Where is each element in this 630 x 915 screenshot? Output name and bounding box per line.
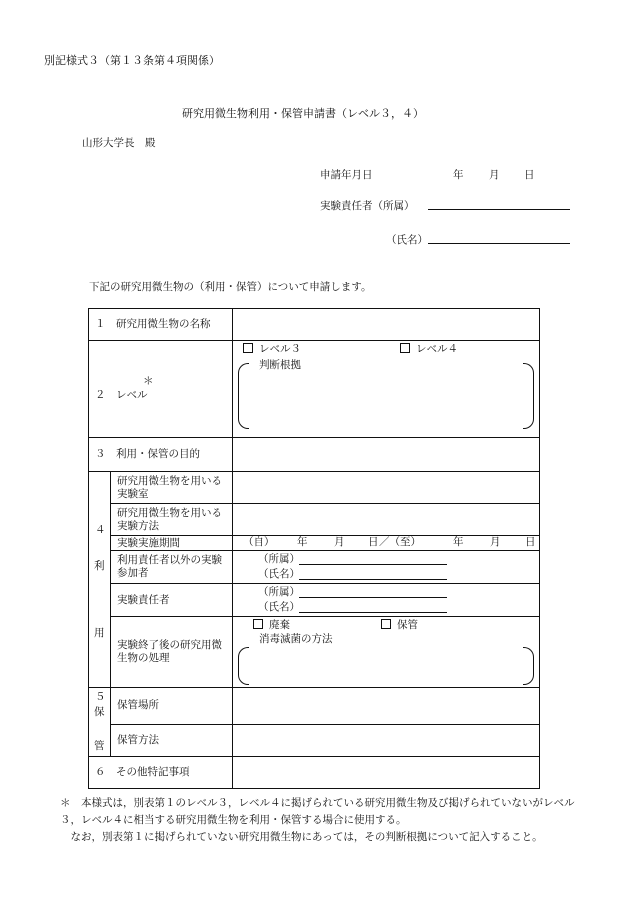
storage-char-1: 保 — [94, 706, 105, 718]
level-label: ２ レベル — [95, 389, 148, 401]
period-from-month: 月 — [334, 536, 345, 548]
addressee: 山形大学長 殿 — [82, 137, 156, 149]
storage-label: 保管 — [397, 619, 418, 631]
storage-char-2: 管 — [94, 740, 105, 752]
row-method — [89, 504, 540, 536]
usage-group-label — [89, 472, 111, 688]
responsible-label: 実験責任者 — [111, 584, 233, 617]
level-label-cell — [89, 341, 233, 438]
responsible-name-label-cell: （氏名） — [258, 601, 300, 613]
lab-room-field[interactable] — [233, 472, 540, 504]
period-label: 実験実施期間 — [111, 536, 233, 551]
storage-checkbox[interactable] — [381, 619, 391, 629]
discard-option[interactable] — [253, 619, 290, 632]
usage-char-1: 利 — [94, 559, 105, 572]
participants-field — [233, 551, 540, 584]
date-year-label: 年 — [453, 169, 464, 181]
disposal-field — [233, 617, 540, 688]
row-period — [89, 536, 540, 551]
participants-label: 利用責任者以外の実験参加者 — [111, 551, 233, 584]
lab-room-label: 研究用微生物を用いる実験室 — [111, 472, 233, 504]
storage-method-label: 保管方法 — [111, 724, 233, 756]
row-disposal — [89, 617, 540, 688]
judgement-basis-label: 判断根拠 — [259, 359, 301, 371]
level4-label: レベル４ — [416, 343, 458, 355]
responsible-field — [233, 584, 540, 617]
responsible-name-label: （氏名） — [386, 234, 428, 246]
period-from-label: （自） — [243, 536, 275, 548]
row-microbe-name — [89, 309, 540, 341]
level4-checkbox[interactable] — [400, 343, 410, 353]
period-to-label: ／（至） — [379, 536, 421, 548]
period-from-year: 年 — [297, 536, 308, 548]
responsible-name-field-cell[interactable] — [299, 612, 447, 613]
level3-option[interactable] — [243, 343, 301, 356]
responsible-affil-label: （所属） — [258, 586, 300, 598]
period-from-day: 日 — [368, 536, 379, 548]
disposal-label: 実験終了後の研究用微生物の処理 — [111, 617, 233, 688]
level4-option[interactable] — [400, 343, 458, 356]
disposal-bracket-left — [238, 647, 249, 685]
usage-char-2: 用 — [94, 626, 105, 639]
purpose-label: ３ 利用・保管の目的 — [89, 438, 233, 472]
discard-label: 廃棄 — [269, 619, 290, 631]
level3-checkbox[interactable] — [243, 343, 253, 353]
sterilization-label: 消毒滅菌の方法 — [259, 633, 333, 645]
participants-name-label: （氏名） — [258, 568, 300, 580]
usage-group-number: ４ — [95, 523, 106, 536]
responsible-name-field[interactable] — [428, 243, 570, 244]
period-field[interactable] — [233, 536, 540, 551]
microbe-name-field[interactable] — [233, 309, 540, 341]
method-label: 研究用微生物を用いる実験方法 — [111, 504, 233, 536]
period-to-day: 日 — [525, 536, 536, 548]
storage-place-field[interactable] — [233, 688, 540, 725]
row-storage-method — [89, 724, 540, 756]
date-month-label: 月 — [489, 169, 500, 181]
footnote-2: なお，別表第１に掲げられていない研究用微生物にあっては，その判断根拠について記入すること。 — [60, 831, 543, 843]
responsible-affiliation-field[interactable] — [428, 209, 570, 210]
bracket-right — [523, 363, 534, 429]
form-reference: 別記様式３（第１３条第４項関係） — [44, 54, 220, 67]
other-notes-field[interactable] — [233, 757, 540, 789]
application-date-label: 申請年月日 — [320, 169, 373, 181]
storage-option[interactable] — [381, 619, 418, 632]
period-to-month: 月 — [490, 536, 501, 548]
storage-method-field[interactable] — [233, 724, 540, 756]
storage-place-label: 保管場所 — [111, 688, 233, 725]
participants-affil-field[interactable] — [299, 564, 447, 565]
microbe-name-label: １ 研究用微生物の名称 — [89, 309, 233, 341]
date-day-label: 日 — [524, 169, 535, 181]
level-field — [233, 341, 540, 438]
discard-checkbox[interactable] — [253, 619, 263, 629]
row-other — [89, 757, 540, 789]
application-table — [88, 308, 540, 789]
footnotes — [60, 795, 590, 846]
footnote-1: ＊ 本様式は，別表第１のレベル３，レベル４に掲げられている研究用微生物及び掲げられていないがレベル３，レベル４に相当する研究用微生物を利用・保管する場合に使用する。 — [60, 797, 575, 826]
method-field[interactable] — [233, 504, 540, 536]
row-lab-room — [89, 472, 540, 504]
level-asterisk: ＊ — [143, 375, 154, 387]
row-level — [89, 341, 540, 438]
other-notes-label: ６ その他特記事項 — [89, 757, 233, 789]
level3-label: レベル３ — [259, 343, 301, 355]
intro-text: 下記の研究用微生物の（利用・保管）について申請します。 — [89, 281, 372, 293]
row-responsible — [89, 584, 540, 617]
responsible-affiliation-label: 実験責任者（所属） — [320, 200, 415, 212]
period-to-year: 年 — [453, 536, 464, 548]
participants-name-field[interactable] — [299, 579, 447, 580]
storage-group-label — [89, 688, 111, 757]
responsible-affil-field[interactable] — [299, 597, 447, 598]
disposal-bracket-right — [523, 647, 534, 685]
row-storage-place — [89, 688, 540, 725]
bracket-left — [238, 363, 249, 429]
row-participants — [89, 551, 540, 584]
page-title: 研究用微生物利用・保管申請書（レベル３，４） — [182, 107, 424, 120]
participants-affil-label: （所属） — [258, 553, 300, 565]
purpose-field[interactable] — [233, 438, 540, 472]
storage-group-number: ５ — [95, 691, 106, 703]
row-purpose — [89, 438, 540, 472]
